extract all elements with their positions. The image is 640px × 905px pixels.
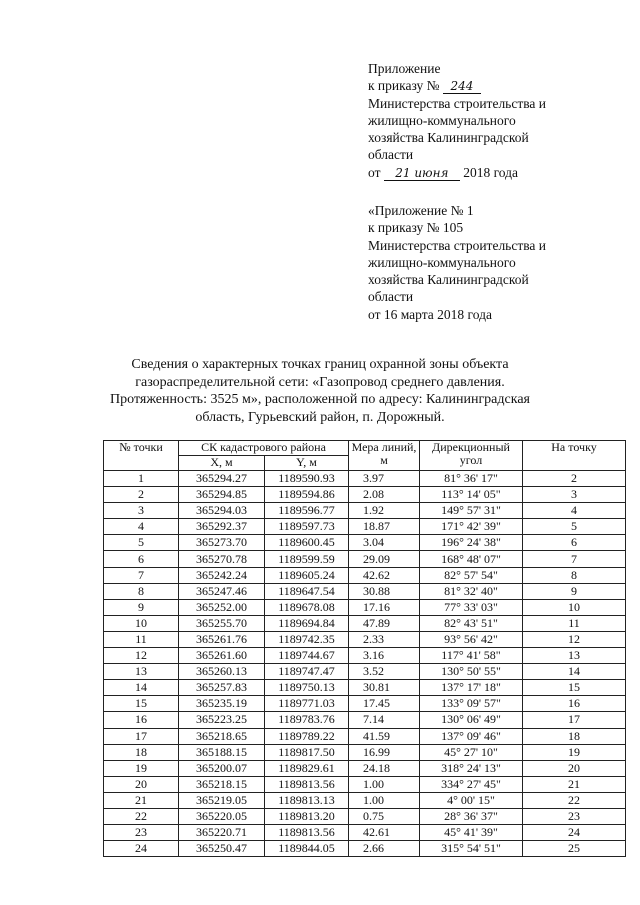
table-row	[104, 471, 626, 487]
cell-to-point: 17	[523, 712, 626, 728]
cell-y: 1189813.20	[265, 808, 349, 824]
cell-measure: 17.45	[349, 696, 420, 712]
cell-point: 21	[104, 792, 179, 808]
table-row	[104, 551, 626, 567]
cell-direction: 81° 36' 17"	[420, 471, 523, 487]
cell-x: 365235.19	[179, 696, 265, 712]
cell-point: 12	[104, 648, 179, 664]
cell-to-point: 13	[523, 648, 626, 664]
cell-point: 7	[104, 567, 179, 583]
cell-to-point: 2	[523, 471, 626, 487]
title-line-3: Протяженность: 3525 м», расположенной по адресу: Калининградская	[110, 392, 530, 407]
cell-x: 365294.27	[179, 471, 265, 487]
cell-to-point: 6	[523, 535, 626, 551]
cell-point: 1	[104, 471, 179, 487]
appendix-header	[368, 60, 628, 181]
cell-x: 365270.78	[179, 551, 265, 567]
cell-x: 365218.65	[179, 728, 265, 744]
cell-y: 1189599.59	[265, 551, 349, 567]
cell-y: 1189605.24	[265, 567, 349, 583]
cell-measure: 2.33	[349, 631, 420, 647]
cell-y: 1189744.67	[265, 648, 349, 664]
header-x: X, м	[179, 456, 265, 471]
date-line	[368, 164, 628, 181]
cell-point: 17	[104, 728, 179, 744]
cell-direction: 77° 33' 03"	[420, 599, 523, 615]
table-row	[104, 503, 626, 519]
ministry-line-2: жилищно-коммунального	[368, 112, 516, 128]
cell-to-point: 18	[523, 728, 626, 744]
cell-to-point: 11	[523, 615, 626, 631]
date-line: от 16 марта 2018 года	[368, 306, 492, 322]
cell-y: 1189694.84	[265, 615, 349, 631]
coordinates-table	[103, 440, 626, 857]
ministry-line-1: Министерства строительства и	[368, 95, 547, 111]
cell-y: 1189742.35	[265, 631, 349, 647]
cell-point: 18	[104, 744, 179, 760]
cell-measure: 2.66	[349, 841, 420, 857]
title-line-2: газораспределительной сети: «Газопровод среднего давления.	[135, 374, 505, 390]
cell-x: 365261.60	[179, 648, 265, 664]
cell-measure: 41.59	[349, 728, 420, 744]
cell-point: 10	[104, 615, 179, 631]
cell-direction: 171° 42' 39"	[420, 519, 523, 535]
cell-to-point: 23	[523, 808, 626, 824]
cell-to-point: 4	[523, 503, 626, 519]
table-row	[104, 519, 626, 535]
cell-y: 1189817.50	[265, 744, 349, 760]
cell-to-point: 5	[523, 519, 626, 535]
cell-point: 16	[104, 712, 179, 728]
cell-x: 365261.76	[179, 631, 265, 647]
cell-measure: 16.99	[349, 744, 420, 760]
table-row	[104, 760, 626, 776]
header-point-number: № точки	[104, 441, 179, 471]
cell-direction: 168° 48' 07"	[420, 551, 523, 567]
table-row	[104, 792, 626, 808]
cell-direction: 45° 41' 39"	[420, 825, 523, 841]
cell-to-point: 7	[523, 551, 626, 567]
table-row	[104, 744, 626, 760]
cell-x: 365273.70	[179, 535, 265, 551]
cell-y: 1189590.93	[265, 471, 349, 487]
cell-point: 4	[104, 519, 179, 535]
cell-y: 1189783.76	[265, 712, 349, 728]
cell-y: 1189594.86	[265, 487, 349, 503]
cell-x: 365294.85	[179, 487, 265, 503]
cell-measure: 3.52	[349, 664, 420, 680]
cell-point: 14	[104, 680, 179, 696]
cell-to-point: 10	[523, 599, 626, 615]
cell-measure: 42.61	[349, 825, 420, 841]
cell-y: 1189813.56	[265, 776, 349, 792]
cell-point: 22	[104, 808, 179, 824]
cell-direction: 334° 27' 45"	[420, 776, 523, 792]
cell-to-point: 12	[523, 631, 626, 647]
cell-x: 365220.71	[179, 825, 265, 841]
cell-point: 3	[104, 503, 179, 519]
cell-to-point: 24	[523, 825, 626, 841]
cell-direction: 82° 43' 51"	[420, 615, 523, 631]
cell-y: 1189844.05	[265, 841, 349, 857]
header-to-point: На точку	[523, 441, 626, 471]
cell-to-point: 21	[523, 776, 626, 792]
ministry-line-4: области	[368, 147, 414, 163]
cell-y: 1189678.08	[265, 599, 349, 615]
cell-x: 365200.07	[179, 760, 265, 776]
cell-measure: 3.04	[349, 535, 420, 551]
table-row	[104, 680, 626, 696]
cell-direction: 137° 09' 46"	[420, 728, 523, 744]
order-line	[368, 77, 628, 94]
appendix-label: «Приложение № 1	[368, 203, 474, 218]
cell-x: 365250.47	[179, 841, 265, 857]
cell-x: 365223.25	[179, 712, 265, 728]
cell-point: 9	[104, 599, 179, 615]
cell-measure: 1.00	[349, 792, 420, 808]
cell-y: 1189596.77	[265, 503, 349, 519]
cell-y: 1189750.13	[265, 680, 349, 696]
cell-x: 365242.24	[179, 567, 265, 583]
cell-point: 24	[104, 841, 179, 857]
header-y: Y, м	[265, 456, 349, 471]
cell-to-point: 16	[523, 696, 626, 712]
cell-measure: 2.08	[349, 487, 420, 503]
cell-x: 365188.15	[179, 744, 265, 760]
cell-to-point: 9	[523, 583, 626, 599]
cell-to-point: 25	[523, 841, 626, 857]
cell-measure: 1.00	[349, 776, 420, 792]
cell-x: 365252.00	[179, 599, 265, 615]
cell-x: 365220.05	[179, 808, 265, 824]
cell-measure: 29.09	[349, 551, 420, 567]
cell-measure: 7.14	[349, 712, 420, 728]
table-row	[104, 664, 626, 680]
cell-measure: 18.87	[349, 519, 420, 535]
cell-measure: 30.81	[349, 680, 420, 696]
table-row	[104, 599, 626, 615]
document-title	[90, 356, 550, 426]
table-row	[104, 583, 626, 599]
cell-measure: 3.16	[349, 648, 420, 664]
header-direction-angle: Дирекционный угол	[420, 441, 523, 471]
ministry-line-1: Министерства строительства и	[368, 237, 547, 253]
cell-direction: 81° 32' 40"	[420, 583, 523, 599]
ministry-line-3: хозяйства Калининградской	[368, 272, 529, 288]
table-row	[104, 728, 626, 744]
cell-point: 5	[104, 535, 179, 551]
handwritten-date: 21 июня	[384, 167, 460, 181]
cell-direction: 318° 24' 13"	[420, 760, 523, 776]
cell-measure: 1.92	[349, 503, 420, 519]
cell-y: 1189829.61	[265, 760, 349, 776]
table-row	[104, 648, 626, 664]
title-line-1: Сведения о характерных точках границ охранной зоны объекта	[131, 357, 509, 372]
cell-direction: 93° 56' 42"	[420, 631, 523, 647]
table-row	[104, 567, 626, 583]
cell-point: 23	[104, 825, 179, 841]
cell-to-point: 22	[523, 792, 626, 808]
cell-x: 365294.03	[179, 503, 265, 519]
cell-point: 13	[104, 664, 179, 680]
cell-y: 1189647.54	[265, 583, 349, 599]
cell-y: 1189813.13	[265, 792, 349, 808]
cell-direction: 137° 17' 18"	[420, 680, 523, 696]
cell-to-point: 3	[523, 487, 626, 503]
cell-y: 1189789.22	[265, 728, 349, 744]
cell-measure: 24.18	[349, 760, 420, 776]
cell-x: 365260.13	[179, 664, 265, 680]
cell-y: 1189813.56	[265, 825, 349, 841]
cell-direction: 130° 06' 49"	[420, 712, 523, 728]
cell-direction: 82° 57' 54"	[420, 567, 523, 583]
order-line: к приказу № 105	[368, 220, 464, 236]
cell-y: 1189771.03	[265, 696, 349, 712]
cell-point: 11	[104, 631, 179, 647]
cell-direction: 315° 54' 51"	[420, 841, 523, 857]
cell-measure: 3.97	[349, 471, 420, 487]
coordinates-table-body	[104, 471, 626, 857]
cell-x: 365218.15	[179, 776, 265, 792]
header-line-measure: Мера линий, м	[349, 441, 420, 471]
cell-x: 365257.83	[179, 680, 265, 696]
cell-x: 365247.46	[179, 583, 265, 599]
header-cadastral-sk: СК кадастрового района	[179, 441, 349, 456]
title-line-4: область, Гурьевский район, п. Дорожный.	[195, 409, 445, 425]
order-prefix: к приказу №	[368, 78, 440, 94]
table-row	[104, 615, 626, 631]
cell-point: 20	[104, 776, 179, 792]
cell-measure: 30.88	[349, 583, 420, 599]
cell-direction: 28° 36' 37"	[420, 808, 523, 824]
cell-point: 8	[104, 583, 179, 599]
table-row	[104, 535, 626, 551]
table-row	[104, 487, 626, 503]
cell-direction: 4° 00' 15"	[420, 792, 523, 808]
cell-measure: 47.89	[349, 615, 420, 631]
table-row	[104, 825, 626, 841]
cell-direction: 133° 09' 57"	[420, 696, 523, 712]
cell-measure: 0.75	[349, 808, 420, 824]
cell-direction: 196° 24' 38"	[420, 535, 523, 551]
cell-measure: 17.16	[349, 599, 420, 615]
table-row	[104, 776, 626, 792]
table-row	[104, 696, 626, 712]
cell-y: 1189747.47	[265, 664, 349, 680]
ministry-line-4: области	[368, 289, 414, 305]
cell-y: 1189597.73	[265, 519, 349, 535]
handwritten-order-number: 244	[443, 80, 481, 94]
cell-x: 365255.70	[179, 615, 265, 631]
table-row	[104, 841, 626, 857]
cell-x: 365219.05	[179, 792, 265, 808]
cell-y: 1189600.45	[265, 535, 349, 551]
cell-point: 6	[104, 551, 179, 567]
cell-to-point: 20	[523, 760, 626, 776]
cell-direction: 113° 14' 05"	[420, 487, 523, 503]
table-row	[104, 712, 626, 728]
appendix-label: Приложение	[368, 61, 441, 76]
cell-point: 19	[104, 760, 179, 776]
table-row	[104, 631, 626, 647]
cell-point: 2	[104, 487, 179, 503]
cell-to-point: 14	[523, 664, 626, 680]
cell-direction: 117° 41' 58"	[420, 648, 523, 664]
cell-to-point: 19	[523, 744, 626, 760]
table-row	[104, 808, 626, 824]
cell-x: 365292.37	[179, 519, 265, 535]
date-prefix: от	[368, 164, 381, 180]
cell-direction: 130° 50' 55"	[420, 664, 523, 680]
cell-direction: 45° 27' 10"	[420, 744, 523, 760]
cell-direction: 149° 57' 31"	[420, 503, 523, 519]
cell-measure: 42.62	[349, 567, 420, 583]
cell-point: 15	[104, 696, 179, 712]
previous-appendix-header	[368, 202, 628, 323]
cell-to-point: 8	[523, 567, 626, 583]
ministry-line-2: жилищно-коммунального	[368, 254, 516, 270]
date-suffix: 2018 года	[463, 164, 519, 180]
cell-to-point: 15	[523, 680, 626, 696]
ministry-line-3: хозяйства Калининградской	[368, 130, 529, 146]
